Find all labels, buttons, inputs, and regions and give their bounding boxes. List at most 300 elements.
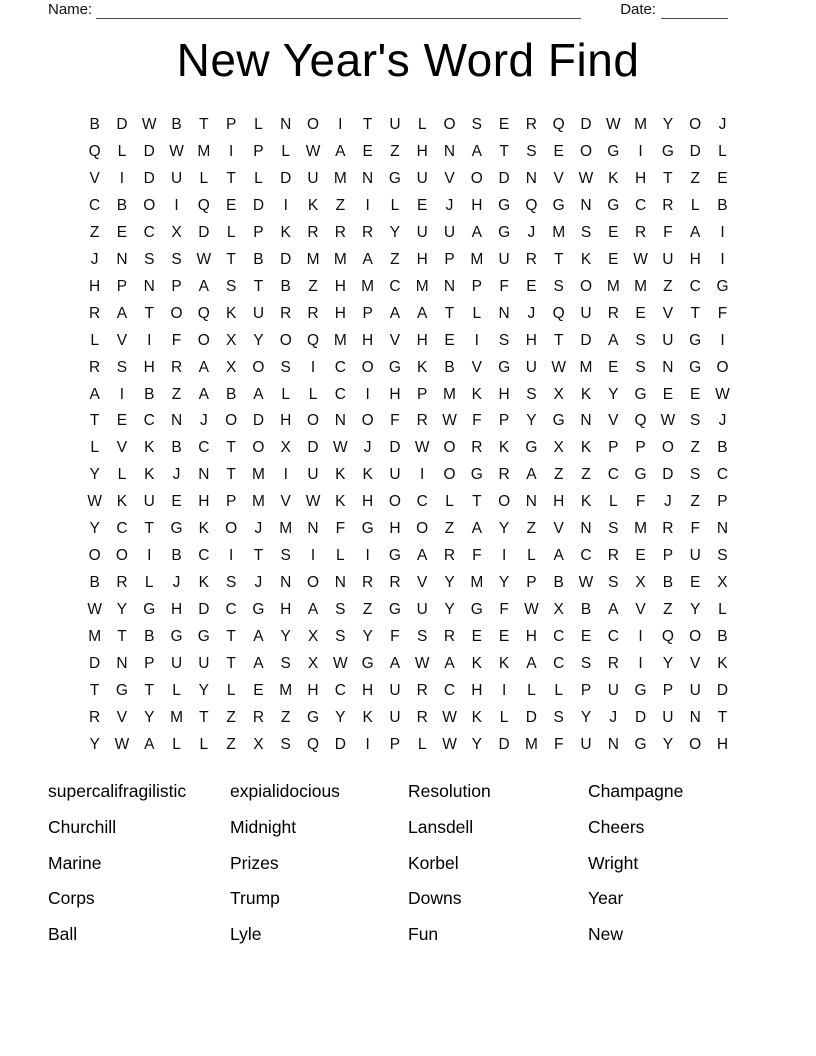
grid-cell: P (362, 304, 373, 322)
grid-cell: E (171, 493, 182, 511)
grid-cell: G (498, 358, 511, 376)
word-list-item: Champagne (588, 781, 684, 802)
grid-cell: B (89, 574, 100, 592)
grid-cell: H (170, 601, 183, 619)
grid-cell: P (389, 735, 401, 753)
grid-cell: O (306, 115, 320, 133)
grid-cell: B (171, 115, 182, 133)
grid-cell: O (361, 358, 374, 376)
grid-cell: R (662, 520, 674, 538)
grid-cell: W (442, 735, 457, 753)
grid-cell: I (283, 466, 288, 484)
grid-cell: M (552, 223, 566, 241)
grid-cell: P (144, 655, 155, 673)
grid-cell: D (116, 115, 128, 133)
grid-cell: F (390, 412, 400, 430)
grid-cell: Z (390, 250, 400, 268)
grid-cell: J (363, 439, 372, 457)
grid-cell: T (253, 547, 264, 565)
word-list-item: Corps (48, 888, 95, 909)
grid-cell: U (416, 601, 428, 619)
grid-cell: Y (280, 628, 291, 646)
grid-cell: A (362, 250, 373, 268)
grid-cell: V (471, 358, 482, 376)
grid-cell: T (553, 250, 564, 268)
grid-cell: T (444, 304, 455, 322)
grid-cell: G (252, 601, 265, 619)
grid-cell: Z (226, 735, 236, 753)
grid-cell: X (171, 223, 182, 241)
grid-cell: N (607, 735, 619, 753)
grid-cell: D (689, 142, 701, 160)
grid-cell: V (662, 304, 674, 322)
grid-cell: E (498, 628, 510, 646)
grid-cell: O (170, 304, 183, 322)
grid-cell: A (389, 655, 401, 673)
grid-cell: K (225, 304, 237, 322)
grid-cell: H (198, 493, 210, 511)
grid-cell: L (117, 142, 127, 160)
grid-cell: H (307, 681, 319, 699)
grid-cell: U (498, 250, 510, 268)
grid-cell: H (143, 358, 155, 376)
grid-cell: R (498, 466, 510, 484)
grid-cell: Y (116, 601, 128, 619)
grid-cell: Z (690, 169, 700, 187)
grid-cell: H (416, 250, 428, 268)
grid-cell: T (199, 708, 209, 726)
grid-cell: K (471, 708, 482, 726)
grid-cell: N (580, 412, 592, 430)
grid-cell: I (720, 250, 725, 268)
grid-cell: G (689, 358, 702, 376)
grid-cell: M (606, 277, 620, 295)
grid-cell: E (444, 331, 455, 349)
grid-cell: V (608, 412, 619, 430)
grid-cell: G (634, 735, 647, 753)
grid-cell: K (717, 655, 728, 673)
grid-cell: N (498, 304, 510, 322)
grid-cell: W (333, 439, 348, 457)
grid-cell: G (634, 385, 647, 403)
grid-cell: H (525, 628, 537, 646)
grid-cell: B (89, 115, 100, 133)
grid-cell: G (388, 547, 401, 565)
grid-cell: L (390, 196, 400, 214)
grid-cell: O (225, 412, 238, 430)
grid-cell: B (717, 196, 728, 214)
grid-cell: J (172, 466, 181, 484)
grid-cell: S (116, 358, 128, 376)
grid-cell: S (280, 655, 291, 673)
grid-cell: J (718, 412, 727, 430)
grid-cell: F (171, 331, 182, 349)
grid-cell: U (662, 250, 674, 268)
grid-cell: M (524, 735, 538, 753)
word-list-item: Downs (408, 888, 462, 909)
grid-cell: P (662, 547, 674, 565)
grid-cell: X (717, 574, 728, 592)
grid-cell: T (663, 169, 673, 187)
grid-cell: S (417, 628, 428, 646)
grid-cell: G (470, 466, 483, 484)
grid-cell: C (389, 277, 401, 295)
grid-cell: D (580, 331, 592, 349)
grid-cell: W (442, 412, 457, 430)
grid-cell: L (90, 331, 99, 349)
grid-cell: R (89, 358, 101, 376)
grid-cell: G (634, 466, 647, 484)
grid-cell: C (225, 601, 237, 619)
grid-cell: R (252, 708, 265, 726)
grid-cell: L (172, 735, 181, 753)
grid-cell: S (635, 358, 646, 376)
grid-cell: E (225, 196, 237, 214)
grid-cell: T (472, 493, 482, 511)
grid-cell: N (580, 196, 592, 214)
word-list-item: Korbel (408, 852, 459, 873)
grid-cell: P (608, 439, 619, 457)
grid-cell: K (335, 466, 346, 484)
word-list-item: Marine (48, 852, 102, 873)
grid-cell: A (471, 520, 482, 538)
grid-cell: R (634, 223, 647, 241)
grid-cell: A (253, 385, 264, 403)
grid-cell: Y (526, 412, 537, 430)
grid-cell: W (87, 601, 102, 619)
grid-cell: K (144, 439, 155, 457)
grid-cell: G (361, 655, 374, 673)
grid-cell: W (442, 708, 457, 726)
grid-cell: N (280, 115, 292, 133)
grid-cell: Q (306, 735, 320, 753)
grid-cell: V (417, 574, 428, 592)
grid-cell: C (416, 493, 428, 511)
grid-cell: M (443, 385, 456, 403)
grid-cell: A (526, 655, 537, 673)
grid-cell: M (470, 574, 484, 592)
grid-cell: S (335, 601, 346, 619)
grid-cell: T (362, 115, 373, 133)
grid-cell: K (580, 493, 592, 511)
grid-cell: M (333, 169, 347, 187)
grid-cell: U (170, 655, 183, 673)
grid-cell: I (119, 169, 125, 187)
grid-cell: M (170, 708, 183, 726)
grid-cell: I (365, 196, 370, 214)
grid-cell: D (307, 439, 319, 457)
grid-cell: B (553, 574, 564, 592)
grid-cell: Z (280, 708, 291, 726)
grid-cell: O (388, 493, 401, 511)
grid-cell: C (334, 681, 346, 699)
grid-cell: F (635, 493, 646, 511)
grid-cell: G (197, 628, 210, 646)
grid-cell: P (444, 250, 455, 268)
grid-cell: G (689, 331, 702, 349)
grid-cell: H (89, 277, 101, 295)
grid-cell: Z (526, 520, 537, 538)
grid-cell: X (280, 439, 291, 457)
grid-cell: A (471, 223, 482, 241)
word-list-item: Prizes (230, 852, 279, 873)
grid-cell: V (635, 601, 646, 619)
grid-cell: Y (444, 574, 455, 592)
grid-cell: N (443, 277, 456, 295)
grid-cell: I (638, 655, 643, 673)
grid-cell: U (689, 681, 701, 699)
grid-cell: T (226, 466, 236, 484)
grid-cell: Y (498, 574, 510, 592)
grid-cell: A (253, 655, 264, 673)
grid-cell: T (89, 412, 100, 430)
word-list-item: Midnight (230, 817, 297, 838)
grid-cell: C (716, 466, 729, 484)
grid-cell: F (335, 520, 346, 538)
grid-cell: S (553, 708, 564, 726)
grid-cell: R (662, 196, 674, 214)
grid-cell: N (116, 655, 128, 673)
grid-cell: Y (662, 655, 674, 673)
word-list-item: New (588, 924, 624, 945)
grid-cell: N (525, 169, 537, 187)
grid-cell: L (144, 574, 154, 592)
grid-cell: U (525, 358, 537, 376)
grid-cell: W (524, 601, 539, 619)
grid-cell: G (716, 277, 729, 295)
grid-cell: H (471, 681, 483, 699)
grid-cell: I (228, 547, 234, 565)
grid-cell: O (225, 520, 238, 538)
grid-cell: G (115, 681, 128, 699)
grid-cell: N (716, 520, 729, 538)
grid-cell: H (389, 385, 401, 403)
grid-cell: H (416, 331, 428, 349)
grid-cell: C (443, 681, 456, 699)
grid-cell: N (116, 250, 128, 268)
grid-cell: K (280, 223, 291, 241)
grid-cell: P (253, 223, 264, 241)
grid-cell: E (690, 385, 701, 403)
grid-cell: O (689, 735, 702, 753)
grid-cell: J (527, 304, 536, 322)
grid-cell: E (553, 142, 564, 160)
grid-cell: O (252, 358, 265, 376)
grid-cell: C (116, 520, 128, 538)
grid-cell: M (470, 250, 484, 268)
grid-cell: K (198, 520, 209, 538)
grid-cell: R (471, 439, 483, 457)
grid-cell: A (690, 223, 701, 241)
grid-cell: I (638, 628, 643, 646)
grid-cell: K (417, 358, 428, 376)
grid-cell: K (471, 385, 482, 403)
grid-cell: A (198, 385, 209, 403)
grid-cell: G (388, 169, 401, 187)
grid-cell: U (662, 331, 674, 349)
grid-cell: S (635, 331, 646, 349)
grid-cell: M (634, 520, 648, 538)
grid-cell: U (443, 223, 456, 241)
grid-cell: S (225, 574, 237, 592)
grid-cell: F (717, 304, 728, 322)
grid-cell: L (281, 142, 291, 160)
grid-cell: Q (88, 142, 101, 160)
grid-cell: M (306, 250, 320, 268)
grid-cell: N (689, 708, 701, 726)
grid-cell: P (471, 277, 482, 295)
grid-cell: P (253, 142, 264, 160)
grid-cell: L (199, 169, 209, 187)
grid-cell: R (362, 223, 374, 241)
grid-cell: C (634, 196, 647, 214)
grid-cell: P (225, 115, 237, 133)
grid-cell: S (690, 466, 701, 484)
grid-cell: A (144, 735, 155, 753)
grid-cell: Y (253, 331, 264, 349)
grid-cell: Y (362, 628, 373, 646)
grid-cell: N (143, 277, 155, 295)
grid-cell: R (443, 628, 456, 646)
grid-cell: S (717, 547, 728, 565)
grid-cell: T (226, 628, 236, 646)
grid-cell: A (608, 331, 619, 349)
grid-cell: I (338, 115, 343, 133)
grid-cell: L (554, 681, 563, 699)
grid-cell: N (280, 574, 292, 592)
grid-cell: W (715, 385, 730, 403)
grid-cell: M (197, 142, 211, 160)
grid-cell: B (253, 250, 264, 268)
grid-cell: U (143, 493, 155, 511)
grid-cell: G (607, 142, 620, 160)
grid-cell: S (225, 277, 237, 295)
grid-cell: U (689, 547, 701, 565)
grid-cell: U (307, 169, 319, 187)
grid-cell: S (553, 277, 564, 295)
grid-cell: W (605, 115, 621, 133)
word-search-grid (81, 112, 736, 759)
grid-cell: Z (362, 601, 373, 619)
grid-cell: K (144, 466, 155, 484)
grid-cell: R (307, 223, 319, 241)
grid-cell: Y (580, 708, 592, 726)
grid-cell: Q (661, 628, 674, 646)
grid-cell: E (690, 574, 701, 592)
grid-cell: K (580, 250, 592, 268)
grid-cell: X (553, 439, 564, 457)
grid-cell: A (335, 142, 346, 160)
grid-cell: Y (662, 115, 674, 133)
grid-cell: O (470, 169, 483, 187)
grid-cell: Y (690, 601, 701, 619)
grid-cell: E (498, 115, 510, 133)
grid-cell: D (89, 655, 101, 673)
grid-cell: W (414, 439, 430, 457)
grid-cell: L (527, 547, 536, 565)
grid-cell: V (116, 439, 128, 457)
grid-cell: W (578, 574, 594, 592)
grid-cell: D (280, 250, 292, 268)
grid-cell: G (306, 708, 320, 726)
grid-cell: Y (389, 223, 401, 241)
grid-cell: R (607, 655, 619, 673)
grid-cell: L (199, 735, 209, 753)
grid-cell: B (580, 601, 592, 619)
grid-cell: N (443, 142, 456, 160)
grid-cell: X (307, 628, 319, 646)
grid-cell: S (471, 115, 482, 133)
grid-cell: W (141, 115, 157, 133)
grid-cell: O (689, 115, 702, 133)
grid-cell: U (580, 304, 592, 322)
grid-cell: C (334, 385, 346, 403)
grid-cell: R (416, 708, 428, 726)
grid-cell: K (307, 196, 319, 214)
grid-cell: O (498, 493, 511, 511)
grid-cell: O (443, 439, 456, 457)
grid-cell: M (88, 628, 102, 646)
grid-cell: C (553, 655, 565, 673)
grid-cell: M (579, 358, 593, 376)
grid-cell: Y (662, 735, 674, 753)
grid-cell: T (226, 655, 236, 673)
word-list-item: Lansdell (408, 817, 474, 838)
grid-cell: N (334, 412, 346, 430)
grid-cell: S (526, 385, 537, 403)
grid-cell: W (633, 250, 648, 268)
grid-cell: I (174, 196, 179, 214)
grid-cell: H (716, 735, 729, 753)
grid-cell: V (690, 655, 701, 673)
grid-cell: M (634, 115, 648, 133)
grid-cell: Q (525, 196, 538, 214)
grid-cell: E (362, 142, 373, 160)
grid-cell: I (365, 547, 370, 565)
grid-cell: P (635, 439, 646, 457)
grid-cell: A (198, 358, 209, 376)
grid-cell: L (499, 708, 509, 726)
grid-cell: X (253, 735, 264, 753)
grid-cell: B (280, 277, 291, 295)
grid-cell: X (553, 601, 564, 619)
grid-cell: D (498, 735, 510, 753)
grid-cell: L (417, 115, 427, 133)
grid-cell: R (389, 574, 401, 592)
grid-cell: L (718, 142, 727, 160)
grid-cell: Z (663, 601, 673, 619)
grid-cell: F (690, 520, 700, 538)
grid-cell: H (280, 412, 292, 430)
grid-cell: W (551, 358, 567, 376)
grid-cell: W (414, 655, 430, 673)
grid-cell: T (690, 304, 700, 322)
grid-cell: R (89, 304, 101, 322)
word-list-item: Resolution (408, 781, 491, 802)
grid-cell: W (87, 493, 102, 511)
grid-cell: D (252, 196, 265, 214)
grid-cell: L (90, 439, 99, 457)
grid-cell: M (333, 250, 347, 268)
grid-cell: U (662, 708, 674, 726)
grid-cell: R (334, 223, 346, 241)
grid-cell: O (143, 196, 156, 214)
grid-cell: W (578, 169, 594, 187)
name-fill-line (96, 3, 581, 19)
grid-cell: X (225, 358, 237, 376)
grid-cell: P (171, 277, 182, 295)
grid-cell: U (198, 655, 210, 673)
